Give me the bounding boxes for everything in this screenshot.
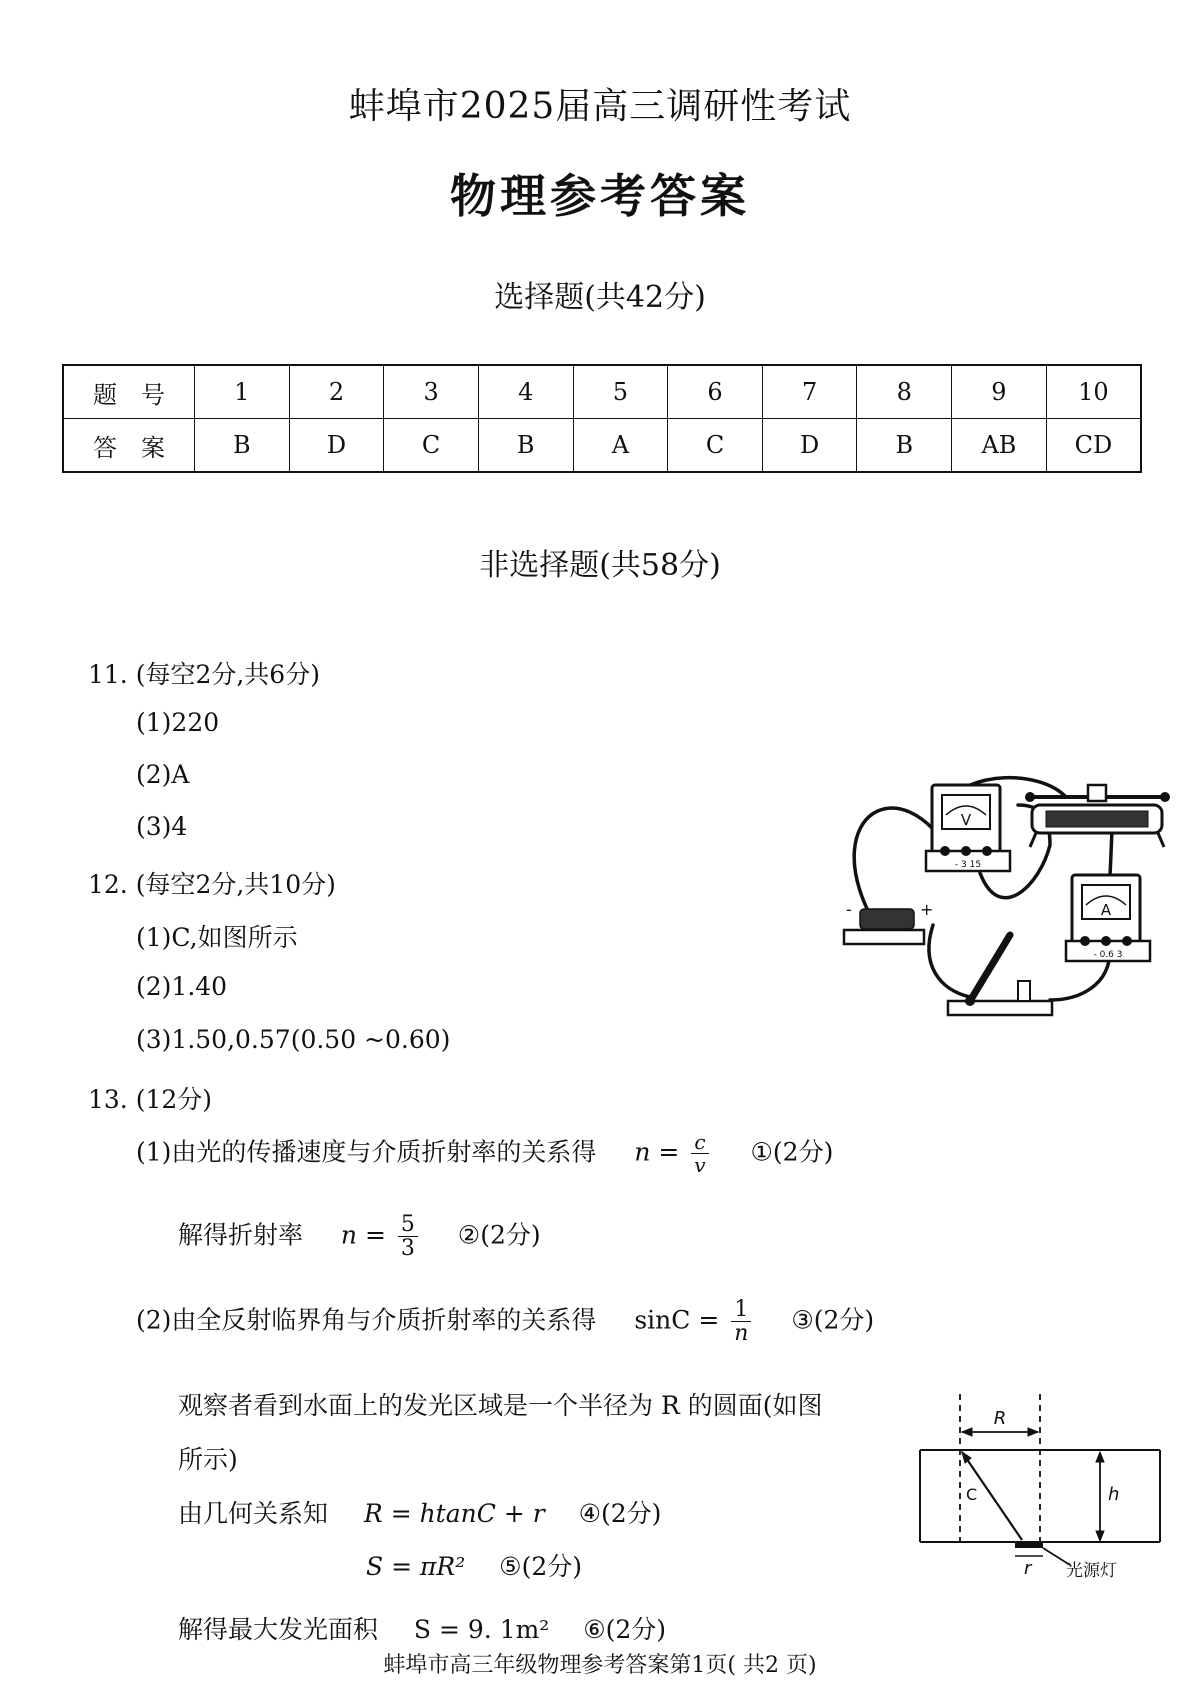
label-r-upper: R [993,1408,1007,1429]
label-light-source: 光源灯 [1066,1561,1117,1580]
nonmc-section-heading: 非选择题(共58分) [479,548,721,583]
question-number-cell: 7 [762,365,857,419]
q13-geometry-score: ④(2分) [578,1499,662,1528]
ammeter-scale: - 0.6 3 [1093,950,1123,960]
fraction-numerator: 1 [731,1298,751,1322]
question-number-cell: 3 [384,365,479,419]
fraction-denominator: 3 [400,1236,415,1262]
switch [948,935,1052,1015]
battery-minus-label: - [846,900,852,919]
battery [844,900,933,944]
q13-part1-score: ①(2分) [750,1137,834,1167]
label-r-lower: r [1024,1558,1032,1579]
answer-cell: B [478,419,573,473]
q13-header: 13. (12分) [88,1085,213,1114]
q13-observation-line2: 所示) [178,1445,238,1474]
rheostat [1025,785,1170,847]
question-number-cell: 10 [1046,365,1141,419]
q12-answer-2: (2)1.40 [136,972,228,1001]
fraction-denominator: v [694,1153,706,1177]
table-row-numbers [63,365,1141,419]
voltmeter-scale: - 3 15 [954,860,982,870]
q13-geometry-eq: R = htanC + r [363,1499,545,1528]
answer-cell: CD [1046,419,1141,473]
fraction-numerator: c [691,1132,708,1154]
question-number-cell: 1 [195,365,290,419]
question-number-cell: 9 [952,365,1047,419]
q13-part2-line [136,1298,874,1346]
q13-part1b-line [178,1213,541,1261]
question-number-cell: 2 [289,365,384,419]
answer-cell: C [384,419,479,473]
q13-observation-line1: 观察者看到水面上的发光区域是一个半径为 R 的圆面(如图 [178,1391,823,1420]
q13-part1b-fraction [398,1213,418,1261]
q13-part2-lhs: sinC = [634,1305,720,1335]
q13-part1-text: (1)由光的传播速度与介质折射率的关系得 [136,1137,597,1167]
q13-part1b-lhs: n = [340,1220,386,1250]
q13-part1-lhs: n = [634,1137,680,1167]
answer-table [62,364,1142,473]
q13-part1b-score: ②(2分) [457,1220,541,1250]
q13-part2-score: ③(2分) [791,1305,875,1335]
q13-result-eq: S = 9. 1m² [413,1615,550,1644]
answer-key-title: 物理参考答案 [450,169,750,223]
answer-cell: A [573,419,668,473]
row-header-answer: 答 案 [63,419,195,473]
answer-cell: B [857,419,952,473]
battery-plus-label: + [920,900,934,919]
answer-cell: D [289,419,384,473]
q13-result-line [178,1610,666,1646]
q11-header: 11. (每空2分,共6分) [88,660,320,689]
q11-answer-3: (3)4 [136,812,188,841]
exam-title: 蚌埠市2025届高三调研性考试 [348,86,852,127]
mc-section-heading: 选择题(共42分) [494,280,706,315]
q12-answer-1: (1)C,如图所示 [136,923,298,952]
q13-geometry-line [178,1494,661,1530]
label-h: h [1108,1484,1120,1505]
light-source-diagram [900,1390,1170,1580]
q13-part1-line [136,1132,833,1176]
q13-part2-fraction [731,1298,751,1346]
q13-area-score: ⑤(2分) [499,1552,582,1581]
q13-geometry-text: 由几何关系知 [178,1499,329,1528]
q13-result-text: 解得最大发光面积 [178,1615,379,1644]
q12-header: 12. (每空2分,共10分) [88,870,336,899]
label-critical-angle: C [966,1485,978,1504]
q13-result-score: ⑥(2分) [583,1615,667,1644]
voltmeter [926,785,1010,871]
table-row-answers [63,419,1141,473]
voltmeter-label: V [960,811,972,829]
q12-answer-3: (3)1.50,0.57(0.50 ~0.60) [136,1025,451,1054]
q11-answer-1: (1)220 [136,708,220,737]
row-header-number: 题 号 [63,365,195,419]
q13-area-line [366,1547,582,1583]
ammeter [1066,875,1150,961]
answer-cell: C [668,419,763,473]
question-number-cell: 4 [478,365,573,419]
answer-cell: AB [952,419,1047,473]
fraction-denominator: n [734,1321,749,1347]
q13-area-eq: S = πR² [366,1552,466,1581]
q11-answer-2: (2)A [136,760,190,789]
question-number-cell: 6 [668,365,763,419]
q13-part1b-text: 解得折射率 [178,1220,304,1250]
q13-part1-fraction [691,1132,708,1176]
question-number-cell: 8 [857,365,952,419]
circuit-diagram [840,775,1180,1035]
answer-cell: B [195,419,290,473]
answer-cell: D [762,419,857,473]
q13-part2-text: (2)由全反射临界角与介质折射率的关系得 [136,1305,597,1335]
ammeter-label: A [1100,901,1112,919]
page-footer: 蚌埠市高三年级物理参考答案第1页( 共2 页) [383,1653,817,1678]
fraction-numerator: 5 [398,1213,418,1237]
question-number-cell: 5 [573,365,668,419]
